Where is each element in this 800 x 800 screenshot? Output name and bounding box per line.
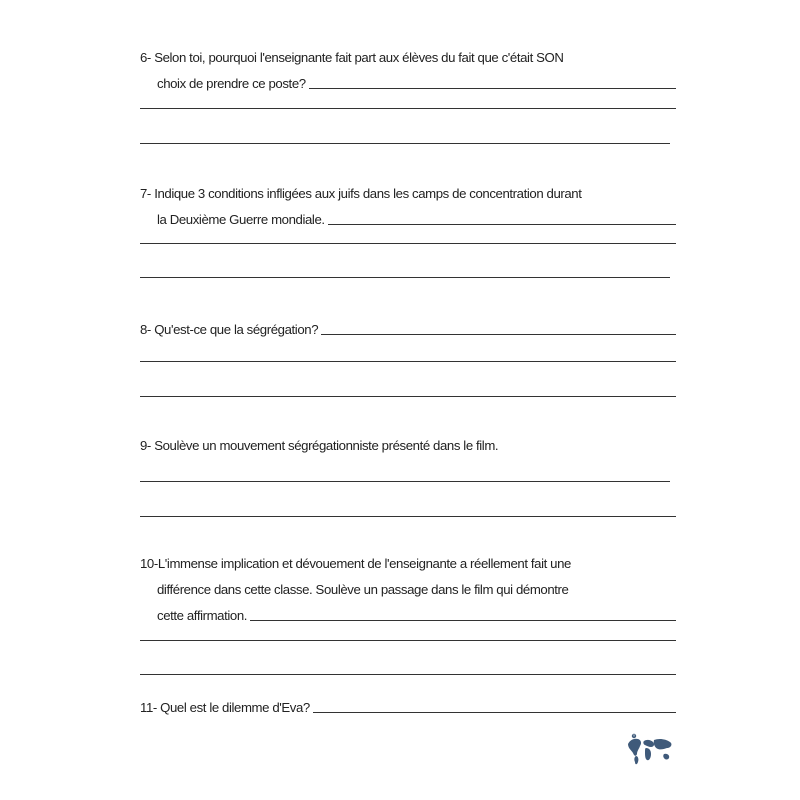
answer-line[interactable] <box>140 277 670 278</box>
question-11-line-1 <box>140 694 676 716</box>
question-7-line-1 <box>140 180 676 202</box>
question-6-line-1 <box>140 44 676 66</box>
answer-blank[interactable] <box>321 334 676 335</box>
answer-line[interactable] <box>140 516 676 517</box>
answer-blank[interactable] <box>250 620 676 621</box>
answer-line[interactable] <box>140 640 676 641</box>
question-10-text-3: cette affirmation. <box>157 608 248 623</box>
answer-line[interactable] <box>140 481 670 482</box>
question-7-line-2 <box>157 206 676 228</box>
question-9-text-1: 9- Soulève un mouvement ségrégationniste présenté dans le film. <box>140 438 499 453</box>
answer-blank[interactable] <box>313 712 676 713</box>
answer-line[interactable] <box>140 361 676 362</box>
question-10-line-3 <box>157 602 676 624</box>
question-10-text-1: 10-L'immense implication et dévouement de l'enseignante a réellement fait une <box>140 556 571 571</box>
question-11-text-1: 11- Quel est le dilemme d'Eva? <box>140 700 310 715</box>
question-10-line-2 <box>157 576 676 598</box>
world-map-logo-icon <box>624 732 676 768</box>
question-10-line-1 <box>140 550 676 572</box>
question-6-line-2 <box>157 70 676 92</box>
answer-line[interactable] <box>140 243 676 244</box>
answer-line[interactable] <box>140 108 676 109</box>
answer-line[interactable] <box>140 674 676 675</box>
question-7-text-2: la Deuxième Guerre mondiale. <box>157 212 325 227</box>
answer-line[interactable] <box>140 143 670 144</box>
question-8-text-1: 8- Qu'est-ce que la ségrégation? <box>140 322 319 337</box>
question-10-text-2: différence dans cette classe. Soulève un passage dans le film qui démontre <box>157 582 569 597</box>
question-9-line-1 <box>140 432 676 454</box>
question-7-text-1: 7- Indique 3 conditions infligées aux juifs dans les camps de concentration durant <box>140 186 582 201</box>
answer-line[interactable] <box>140 396 676 397</box>
answer-blank[interactable] <box>309 88 676 89</box>
world-map-shapes <box>628 734 671 764</box>
question-6-text-1: 6- Selon toi, pourquoi l'enseignante fait part aux élèves du fait que c'était SON <box>140 50 564 65</box>
question-6-text-2: choix de prendre ce poste? <box>157 76 306 91</box>
question-8-line-1 <box>140 316 676 338</box>
answer-blank[interactable] <box>328 224 676 225</box>
